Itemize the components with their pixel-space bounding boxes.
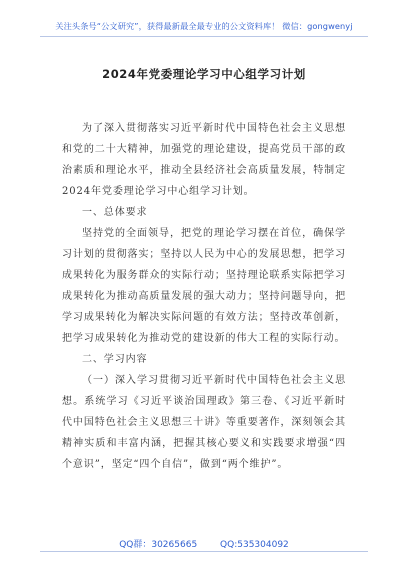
study-content-item-1: （一）深入学习贯彻习近平新时代中国特色社会主义思想。系统学习《习近平谈治国理政》第三卷、《习近平新时代中国特色社会主义思想三十讲》等重要著作，深刻领会其精神实质和丰富内涵，把握其核心要义和实践要求增强“四个意识”，坚定“四个自信”，做到“两个维护”。	[62, 375, 346, 470]
header-divider	[40, 36, 368, 37]
document-title: 2024年党委理论学习中心组学习计划	[102, 67, 306, 81]
document-body	[62, 118, 346, 475]
footer-qq: QQ:535304092	[220, 540, 289, 550]
section-heading-study-content: 二、学习内容	[82, 354, 148, 365]
footer-divider	[40, 551, 368, 552]
footer-qq-group: QQ群：30265665	[119, 540, 198, 550]
header-banner: 关注头条号“公文研究”，获得最新最全最专业的公文资料库！ 微信：gongwenyj	[55, 21, 353, 31]
general-requirements-paragraph: 坚持党的全面领导，把党的理论学习摆在首位，确保学习计划的贯彻落实；坚持以人民为中心的发展思想，把学习成果转化为服务群众的实际行动；坚持理论联系实际把学习成果转化为推动高质量发展的强大动力；坚持问题导向，把学习成果转化为解决实际问题的有效方法；坚持改革创新，把学习成果转化为推动党的建设新的伟大工程的实际行动。	[62, 228, 346, 344]
section-heading-general-requirements: 一、总体要求	[82, 207, 148, 218]
footer-contact	[0, 537, 408, 550]
intro-paragraph: 为了深入贯彻落实习近平新时代中国特色社会主义思想和党的二十大精神，加强党的理论建设，提高党员干部的政治素质和理论水平，推动全县经济社会高质量发展，特制定2024年党委理论学习中心组学习计划。	[62, 123, 346, 197]
